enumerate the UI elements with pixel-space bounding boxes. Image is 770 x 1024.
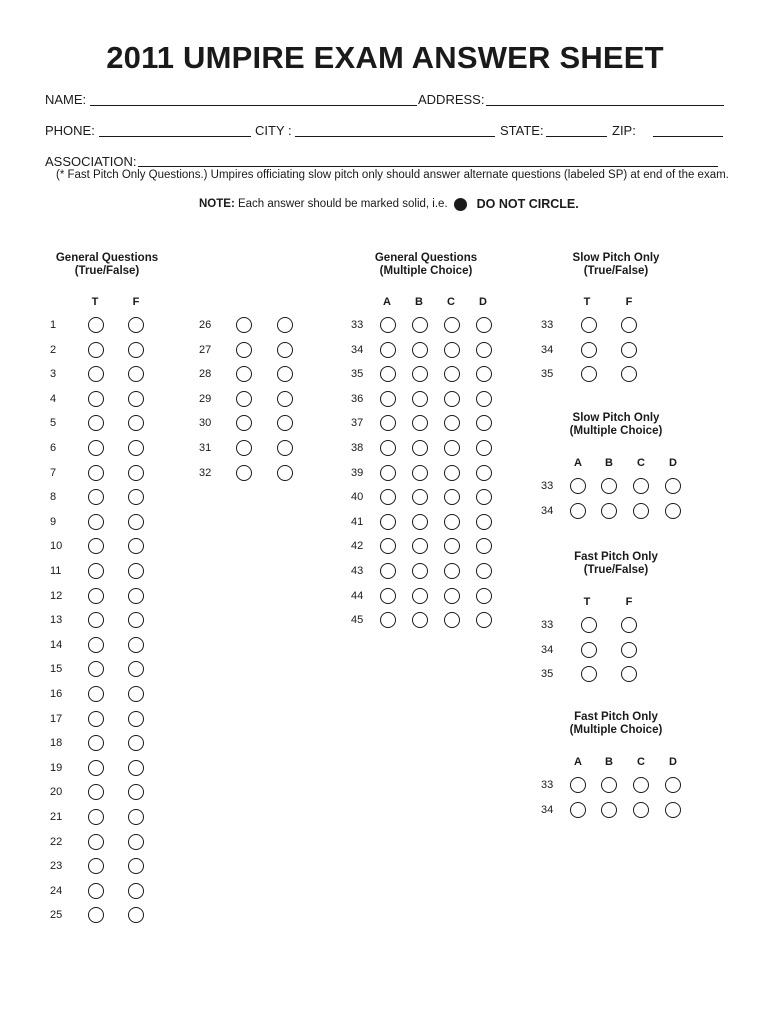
fast_tf-question-33: 33	[541, 619, 554, 631]
slow_mc-choice-b: B	[605, 457, 613, 469]
general_tf-q24-f-bubble[interactable]	[128, 883, 144, 899]
fast_tf-q33-f-bubble[interactable]	[621, 617, 637, 633]
page-title: 2011 UMPIRE EXAM ANSWER SHEET	[106, 40, 664, 75]
general_tf-q10-f-bubble[interactable]	[128, 538, 144, 554]
general_tf-q29-t-bubble[interactable]	[236, 391, 252, 407]
slow_tf-q34-t-bubble[interactable]	[581, 342, 597, 358]
slow_tf-q35-t-bubble[interactable]	[581, 366, 597, 382]
fast_mc-choice-a: A	[574, 756, 582, 768]
general_mc-q40-b-bubble[interactable]	[412, 489, 428, 505]
general_tf-question-15: 15	[50, 663, 63, 676]
general_mc-question-35: 35	[351, 368, 364, 381]
general_tf-q4-t-bubble[interactable]	[88, 391, 104, 407]
general_tf-q18-f-bubble[interactable]	[128, 735, 144, 751]
general_tf-q17-f-bubble[interactable]	[128, 711, 144, 727]
general_tf-q5-f-bubble[interactable]	[128, 415, 144, 431]
general_tf-q12-f-bubble[interactable]	[128, 588, 144, 604]
general_tf-q11-f-bubble[interactable]	[128, 563, 144, 579]
general_tf-q28-f-bubble[interactable]	[277, 366, 293, 382]
city-field[interactable]	[295, 136, 495, 137]
general_tf-q16-t-bubble[interactable]	[88, 686, 104, 702]
general_mc-q39-c-bubble[interactable]	[444, 465, 460, 481]
general_tf-q19-f-bubble[interactable]	[128, 760, 144, 776]
general_mc-q41-a-bubble[interactable]	[380, 514, 396, 530]
fast_mc-question-34: 34	[541, 803, 554, 816]
general_tf-q23-t-bubble[interactable]	[88, 858, 104, 874]
association-label: ASSOCIATION:	[45, 154, 137, 169]
general_tf-q25-t-bubble[interactable]	[88, 907, 104, 923]
slow_tf-subtitle: (True/False)	[583, 265, 649, 277]
general_mc-q37-b-bubble[interactable]	[412, 415, 428, 431]
fast_mc-choice-c: C	[637, 756, 645, 768]
general_mc-q34-b-bubble[interactable]	[412, 342, 428, 358]
general_mc-question-45: 45	[351, 614, 364, 627]
general_tf-q6-f-bubble[interactable]	[128, 440, 144, 456]
general_mc-title: General Questions	[374, 252, 478, 264]
phone-label: PHONE:	[45, 123, 95, 138]
general_mc-question-39: 39	[351, 466, 364, 479]
general_mc-choice-a: A	[383, 296, 391, 308]
fast_tf-question-34: 34	[541, 643, 554, 656]
general_mc-q44-a-bubble[interactable]	[380, 588, 396, 604]
general_tf-q8-f-bubble[interactable]	[128, 489, 144, 505]
general_tf-q13-f-bubble[interactable]	[128, 612, 144, 628]
fast_tf-q33-t-bubble[interactable]	[581, 617, 597, 633]
fast_mc-q33-d-bubble[interactable]	[665, 777, 681, 793]
general_tf-q21-t-bubble[interactable]	[88, 809, 104, 825]
general_tf-question-24: 24	[50, 884, 63, 897]
fast_mc-q34-b-bubble[interactable]	[601, 802, 617, 818]
general_mc-q38-b-bubble[interactable]	[412, 440, 428, 456]
general_tf-title: General Questions	[55, 252, 159, 264]
general_mc-q42-c-bubble[interactable]	[444, 538, 460, 554]
state-label: STATE:	[500, 123, 544, 138]
general_mc-q42-d-bubble[interactable]	[476, 538, 492, 554]
general_tf-q10-t-bubble[interactable]	[88, 538, 104, 554]
note-label: NOTE:	[199, 198, 235, 210]
general_tf-question-17: 17	[50, 712, 63, 725]
general_mc-q35-d-bubble[interactable]	[476, 366, 492, 382]
address-field[interactable]	[486, 105, 724, 106]
general_tf-choice-f: F	[132, 296, 140, 308]
general_tf-question-1: 1	[50, 319, 57, 331]
fast_tf-q35-f-bubble[interactable]	[621, 666, 637, 682]
general_tf-q1-t-bubble[interactable]	[88, 317, 104, 333]
general_tf-q11-t-bubble[interactable]	[88, 563, 104, 579]
slow_mc-choice-d: D	[669, 457, 677, 469]
general_mc-q33-a-bubble[interactable]	[380, 317, 396, 333]
general_tf-question-5: 5	[50, 417, 57, 430]
general_tf-question-25: 25	[50, 909, 63, 922]
general_tf-question-13: 13	[50, 614, 63, 627]
filled-bubble-example-icon	[454, 198, 467, 211]
slow_mc-q33-b-bubble[interactable]	[601, 478, 617, 494]
general_mc-q45-d-bubble[interactable]	[476, 612, 492, 628]
general_tf-q16-f-bubble[interactable]	[128, 686, 144, 702]
general_tf-q3-t-bubble[interactable]	[88, 366, 104, 382]
general_mc-q45-b-bubble[interactable]	[412, 612, 428, 628]
general_tf-question-11: 11	[50, 565, 62, 577]
slow_tf-q33-f-bubble[interactable]	[621, 317, 637, 333]
general_tf-question-3: 3	[50, 368, 57, 381]
general_mc-q39-d-bubble[interactable]	[476, 465, 492, 481]
general_mc-question-37: 37	[351, 417, 364, 430]
general_tf-q13-t-bubble[interactable]	[88, 612, 104, 628]
general_mc-q40-c-bubble[interactable]	[444, 489, 460, 505]
general_mc-question-42: 42	[351, 540, 364, 553]
general_mc-q40-a-bubble[interactable]	[380, 489, 396, 505]
general_tf-question-31: 31	[199, 442, 212, 454]
general_tf-q28-t-bubble[interactable]	[236, 366, 252, 382]
general_tf-question-32: 32	[199, 466, 212, 479]
general_tf-question-6: 6	[50, 442, 57, 454]
slow_mc-choice-c: C	[637, 457, 645, 469]
slow_mc-q34-c-bubble[interactable]	[633, 503, 649, 519]
general_tf-q12-t-bubble[interactable]	[88, 588, 104, 604]
slow_tf-q35-f-bubble[interactable]	[621, 366, 637, 382]
general_mc-q42-a-bubble[interactable]	[380, 538, 396, 554]
address-label: ADDRESS:	[418, 92, 485, 107]
general_mc-q34-a-bubble[interactable]	[380, 342, 396, 358]
general_tf-q14-f-bubble[interactable]	[128, 637, 144, 653]
general_tf-question-29: 29	[199, 392, 212, 405]
fast_tf-choice-f: F	[625, 596, 633, 608]
general_tf-q27-t-bubble[interactable]	[236, 342, 252, 358]
association-field[interactable]	[138, 166, 718, 167]
general_tf-q32-f-bubble[interactable]	[277, 465, 293, 481]
general_tf-q7-f-bubble[interactable]	[128, 465, 144, 481]
general_mc-q44-d-bubble[interactable]	[476, 588, 492, 604]
general_mc-q41-c-bubble[interactable]	[444, 514, 460, 530]
general_mc-q38-a-bubble[interactable]	[380, 440, 396, 456]
slow_mc-title: Slow Pitch Only	[572, 412, 660, 424]
fast_mc-q33-c-bubble[interactable]	[633, 777, 649, 793]
name-label: NAME:	[45, 92, 87, 107]
general_mc-subtitle: (Multiple Choice)	[379, 265, 473, 277]
general_tf-q9-t-bubble[interactable]	[88, 514, 104, 530]
general_mc-question-41: 41	[351, 515, 364, 528]
general_mc-choice-b: B	[415, 296, 423, 308]
slow_mc-q33-d-bubble[interactable]	[665, 478, 681, 494]
slow_mc-q33-c-bubble[interactable]	[633, 478, 649, 494]
general_mc-q36-b-bubble[interactable]	[412, 391, 428, 407]
general_mc-q35-c-bubble[interactable]	[444, 366, 460, 382]
fast_tf-q35-t-bubble[interactable]	[581, 666, 597, 682]
general_mc-q36-d-bubble[interactable]	[476, 391, 492, 407]
fast_mc-title: Fast Pitch Only	[574, 711, 658, 723]
fast_tf-subtitle: (True/False)	[583, 564, 649, 576]
general_mc-q43-d-bubble[interactable]	[476, 563, 492, 579]
general_mc-question-43: 43	[351, 565, 364, 577]
slow_mc-question-33: 33	[541, 480, 554, 492]
general_tf-question-21: 21	[50, 811, 63, 823]
fast_mc-choice-d: D	[669, 756, 677, 768]
slow_tf-title: Slow Pitch Only	[572, 252, 660, 264]
zip-field[interactable]	[653, 136, 723, 137]
general_tf-q21-f-bubble[interactable]	[128, 809, 144, 825]
fast_tf-q34-t-bubble[interactable]	[581, 642, 597, 658]
general_tf-q9-f-bubble[interactable]	[128, 514, 144, 530]
general_mc-q34-c-bubble[interactable]	[444, 342, 460, 358]
fast_mc-q33-a-bubble[interactable]	[570, 777, 586, 793]
general_tf-q27-f-bubble[interactable]	[277, 342, 293, 358]
general_mc-q35-a-bubble[interactable]	[380, 366, 396, 382]
fast_tf-question-35: 35	[541, 668, 554, 681]
fast_tf-choice-t: T	[583, 596, 591, 608]
general_mc-q36-a-bubble[interactable]	[380, 391, 396, 407]
general_tf-q6-t-bubble[interactable]	[88, 440, 104, 456]
general_tf-q31-t-bubble[interactable]	[236, 440, 252, 456]
general_mc-q44-b-bubble[interactable]	[412, 588, 428, 604]
general_tf-q26-f-bubble[interactable]	[277, 317, 293, 333]
slow_mc-choice-a: A	[574, 457, 582, 469]
general_mc-q34-d-bubble[interactable]	[476, 342, 492, 358]
general_mc-q39-a-bubble[interactable]	[380, 465, 396, 481]
general_mc-q43-b-bubble[interactable]	[412, 563, 428, 579]
general_tf-q18-t-bubble[interactable]	[88, 735, 104, 751]
general_tf-question-16: 16	[50, 688, 63, 700]
general_tf-q15-f-bubble[interactable]	[128, 661, 144, 677]
general_mc-q42-b-bubble[interactable]	[412, 538, 428, 554]
general_tf-q1-f-bubble[interactable]	[128, 317, 144, 333]
general_tf-question-12: 12	[50, 589, 63, 602]
general_mc-q41-b-bubble[interactable]	[412, 514, 428, 530]
general_tf-choice-t: T	[91, 296, 99, 308]
general_tf-q19-t-bubble[interactable]	[88, 760, 104, 776]
general_tf-subtitle: (True/False)	[74, 265, 140, 277]
general_tf-q17-t-bubble[interactable]	[88, 711, 104, 727]
fast_mc-q34-a-bubble[interactable]	[570, 802, 586, 818]
general_mc-q41-d-bubble[interactable]	[476, 514, 492, 530]
slow_mc-subtitle: (Multiple Choice)	[569, 425, 663, 437]
slow_mc-q34-b-bubble[interactable]	[601, 503, 617, 519]
general_tf-question-18: 18	[50, 737, 63, 750]
fast_mc-choice-b: B	[605, 756, 613, 768]
general_mc-q44-c-bubble[interactable]	[444, 588, 460, 604]
general_mc-q43-c-bubble[interactable]	[444, 563, 460, 579]
general_tf-q30-f-bubble[interactable]	[277, 415, 293, 431]
marking-note	[199, 197, 579, 211]
general_tf-question-27: 27	[199, 343, 212, 356]
general_tf-question-26: 26	[199, 319, 212, 331]
city-label: CITY :	[255, 123, 292, 138]
general_mc-q37-d-bubble[interactable]	[476, 415, 492, 431]
general_tf-q20-f-bubble[interactable]	[128, 784, 144, 800]
general_mc-q40-d-bubble[interactable]	[476, 489, 492, 505]
note-text: Each answer should be marked solid, i.e.	[237, 198, 448, 210]
general_mc-q33-d-bubble[interactable]	[476, 317, 492, 333]
general_tf-question-23: 23	[50, 860, 63, 873]
general_mc-q45-a-bubble[interactable]	[380, 612, 396, 628]
slow_mc-q34-a-bubble[interactable]	[570, 503, 586, 519]
slow_tf-question-34: 34	[541, 343, 554, 356]
general_mc-question-36: 36	[351, 392, 364, 405]
general_mc-question-38: 38	[351, 442, 364, 454]
general_tf-question-30: 30	[199, 417, 212, 430]
fast_mc-question-33: 33	[541, 779, 554, 791]
general_tf-q5-t-bubble[interactable]	[88, 415, 104, 431]
zip-label: ZIP:	[612, 123, 636, 138]
general_mc-q37-a-bubble[interactable]	[380, 415, 396, 431]
slow_tf-question-35: 35	[541, 368, 554, 381]
fast_mc-subtitle: (Multiple Choice)	[569, 724, 663, 736]
general_tf-question-2: 2	[50, 343, 57, 356]
general_tf-q23-f-bubble[interactable]	[128, 858, 144, 874]
fast_mc-q34-c-bubble[interactable]	[633, 802, 649, 818]
general_mc-question-44: 44	[351, 589, 364, 602]
general_tf-q7-t-bubble[interactable]	[88, 465, 104, 481]
general_mc-q33-c-bubble[interactable]	[444, 317, 460, 333]
general_mc-q39-b-bubble[interactable]	[412, 465, 428, 481]
general_mc-question-33: 33	[351, 319, 364, 331]
general_tf-q8-t-bubble[interactable]	[88, 489, 104, 505]
general_mc-question-34: 34	[351, 343, 364, 356]
general_tf-question-9: 9	[50, 515, 57, 528]
general_tf-question-8: 8	[50, 491, 57, 504]
general_tf-q2-t-bubble[interactable]	[88, 342, 104, 358]
general_tf-question-4: 4	[50, 392, 57, 405]
slow_tf-choice-f: F	[625, 296, 633, 308]
general_tf-question-22: 22	[50, 835, 63, 848]
general_mc-q43-a-bubble[interactable]	[380, 563, 396, 579]
general_tf-question-19: 19	[50, 761, 63, 774]
general_mc-q37-c-bubble[interactable]	[444, 415, 460, 431]
general_tf-question-10: 10	[50, 540, 63, 553]
fast_mc-q33-b-bubble[interactable]	[601, 777, 617, 793]
general_tf-q32-t-bubble[interactable]	[236, 465, 252, 481]
state-field[interactable]	[546, 136, 607, 137]
general_mc-q33-b-bubble[interactable]	[412, 317, 428, 333]
general_mc-q36-c-bubble[interactable]	[444, 391, 460, 407]
fast_tf-q34-f-bubble[interactable]	[621, 642, 637, 658]
general_mc-q35-b-bubble[interactable]	[412, 366, 428, 382]
name-field[interactable]	[90, 105, 417, 106]
general_mc-choice-c: C	[447, 296, 455, 308]
fast-pitch-footnote: (* Fast Pitch Only Questions.) Umpires officiating slow pitch only should answer alternate questions (labeled SP) at end of the exam.	[56, 169, 729, 181]
general_mc-q38-c-bubble[interactable]	[444, 440, 460, 456]
slow_tf-q34-f-bubble[interactable]	[621, 342, 637, 358]
general_tf-q22-f-bubble[interactable]	[128, 834, 144, 850]
general_mc-q38-d-bubble[interactable]	[476, 440, 492, 456]
fast_tf-title: Fast Pitch Only	[574, 551, 658, 563]
general_tf-q3-f-bubble[interactable]	[128, 366, 144, 382]
slow_tf-question-33: 33	[541, 319, 554, 331]
general_tf-q4-f-bubble[interactable]	[128, 391, 144, 407]
general_tf-question-20: 20	[50, 786, 63, 799]
general_mc-q45-c-bubble[interactable]	[444, 612, 460, 628]
slow_tf-q33-t-bubble[interactable]	[581, 317, 597, 333]
slow_mc-q34-d-bubble[interactable]	[665, 503, 681, 519]
general_tf-q26-t-bubble[interactable]	[236, 317, 252, 333]
slow_tf-choice-t: T	[583, 296, 591, 308]
general_tf-q25-f-bubble[interactable]	[128, 907, 144, 923]
slow_mc-q33-a-bubble[interactable]	[570, 478, 586, 494]
general_tf-q29-f-bubble[interactable]	[277, 391, 293, 407]
general_tf-question-14: 14	[50, 638, 63, 651]
general_mc-choice-d: D	[479, 296, 487, 308]
phone-field[interactable]	[99, 136, 251, 137]
general_tf-q20-t-bubble[interactable]	[88, 784, 104, 800]
general_tf-q31-f-bubble[interactable]	[277, 440, 293, 456]
do-not-circle-warning: DO NOT CIRCLE.	[476, 197, 579, 211]
fast_mc-q34-d-bubble[interactable]	[665, 802, 681, 818]
slow_mc-question-34: 34	[541, 504, 554, 517]
general_tf-q30-t-bubble[interactable]	[236, 415, 252, 431]
general_tf-q24-t-bubble[interactable]	[88, 883, 104, 899]
general_tf-question-7: 7	[50, 466, 57, 479]
general_tf-q15-t-bubble[interactable]	[88, 661, 104, 677]
general_tf-question-28: 28	[199, 368, 212, 381]
general_tf-q14-t-bubble[interactable]	[88, 637, 104, 653]
general_tf-q22-t-bubble[interactable]	[88, 834, 104, 850]
general_tf-q2-f-bubble[interactable]	[128, 342, 144, 358]
general_mc-question-40: 40	[351, 491, 364, 504]
